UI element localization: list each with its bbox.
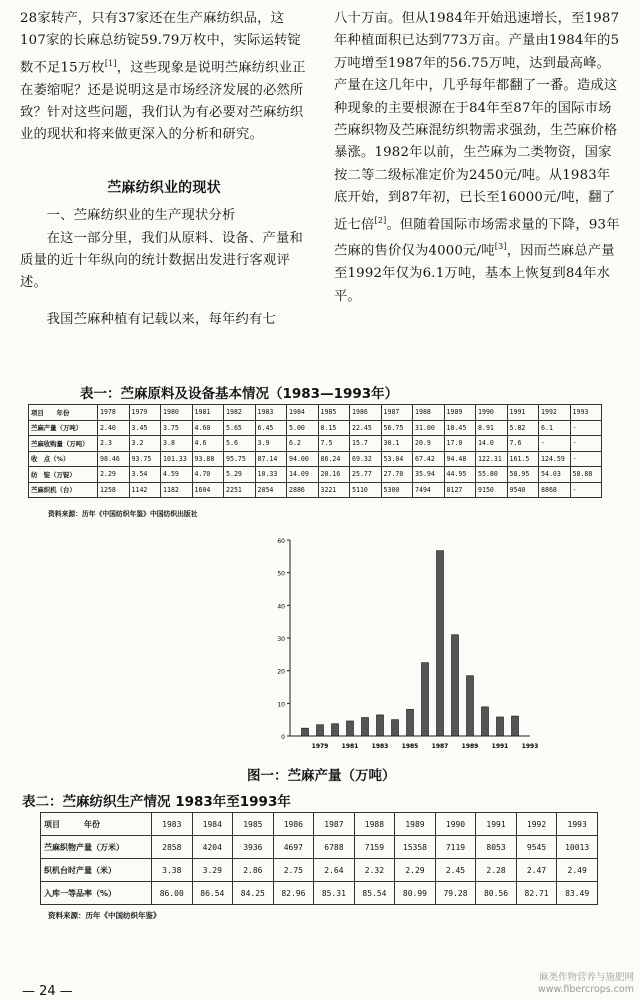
- t1-cell: 3.45: [129, 420, 161, 436]
- paragraph: [20, 8, 308, 147]
- watermark: [538, 972, 634, 996]
- t1-cell: 1979: [129, 405, 161, 421]
- t1-cell: 1983: [255, 405, 287, 421]
- t2-cell: 1983: [152, 813, 193, 836]
- t2-cell: 10013: [557, 836, 598, 859]
- t1-cell: 4.6: [192, 436, 224, 452]
- page-number: — 24 —: [22, 984, 73, 999]
- text: 28家转产，只有37家还在生产麻纺织品，这107家的长麻总纺锭59.79万枚中，实际运转锭数不足15万枚: [20, 11, 301, 76]
- bar: [392, 720, 399, 736]
- t1-cell: 9150: [476, 482, 508, 498]
- t2-cell: 1986: [273, 813, 314, 836]
- t2-row-label: 苎麻织物产量（万米）: [41, 836, 152, 859]
- t2-cell: 6788: [314, 836, 355, 859]
- y-tick-label: 20: [277, 668, 285, 676]
- bar: [452, 635, 459, 736]
- t1-cell: 95.75: [224, 451, 256, 467]
- t2-cell: 85.31: [314, 882, 355, 905]
- t1-cell: 8.15: [318, 420, 350, 436]
- t2-cell: 2.32: [354, 859, 395, 882]
- t1-cell: 1258: [98, 482, 130, 498]
- t2-cell: 2.86: [233, 859, 274, 882]
- t2-cell: 1985: [233, 813, 274, 836]
- bar: [422, 663, 429, 736]
- t1-cell: -: [570, 482, 602, 498]
- t1-cell: 1987: [381, 405, 413, 421]
- t1-cell: 1978: [98, 405, 130, 421]
- t2-cell: 1988: [354, 813, 395, 836]
- bar-chart: [250, 530, 540, 752]
- bar: [437, 551, 444, 736]
- t2-cell: 82.71: [516, 882, 557, 905]
- bar: [302, 728, 309, 736]
- text: ，这些现象是说明苎麻纺织业正在萎缩呢？还是说明这是市场经济发展的必然所致？针对这些问题，我们认为有必要对苎麻纺织业的现状和将来做更深入的分析和研究。: [20, 60, 306, 143]
- t1-cell: 4.60: [192, 420, 224, 436]
- t1-cell: 1984: [287, 405, 319, 421]
- x-tick-label: 1979: [311, 743, 329, 750]
- text: 。但随着国际市场需求量的下降，93年苎麻的售价仅为4000元/吨: [334, 217, 620, 259]
- t1-cell: 5.29: [224, 467, 256, 483]
- t1-cell: -: [539, 436, 571, 452]
- y-tick-label: 50: [277, 570, 285, 578]
- y-tick-label: 10: [277, 701, 285, 709]
- t1-cell: 8868: [539, 482, 571, 498]
- t1-cell: 20.16: [318, 467, 350, 483]
- table2-caption: 表二：苎麻纺织生产情况 1983年至1993年: [22, 794, 291, 810]
- t1-cell: 3221: [318, 482, 350, 498]
- t2-cell: 3936: [233, 836, 274, 859]
- bar: [377, 715, 384, 736]
- t2-cell: 15358: [395, 836, 436, 859]
- bar: [482, 707, 489, 736]
- t1-cell: 5.6: [224, 436, 256, 452]
- t1-cell: 5.82: [507, 420, 539, 436]
- bar: [467, 676, 474, 736]
- t2-cell: 80.99: [395, 882, 436, 905]
- t2-cell: 2.75: [273, 859, 314, 882]
- y-tick-label: 0: [281, 734, 285, 741]
- t2-row-label: 项目 年份: [41, 813, 152, 836]
- t1-cell: 2.29: [98, 467, 130, 483]
- t1-cell: 15.7: [350, 436, 382, 452]
- t2-cell: 82.96: [273, 882, 314, 905]
- t2-cell: 1987: [314, 813, 355, 836]
- t1-cell: 93.88: [192, 451, 224, 467]
- t1-cell: 58.95: [507, 467, 539, 483]
- t2-cell: 86.00: [152, 882, 193, 905]
- t2-cell: 1990: [435, 813, 476, 836]
- table1-source: 资料来源：历年《中国纺织年鉴》中国纺织出版社: [48, 510, 198, 518]
- section-title: 苎麻纺织业的现状: [107, 179, 221, 196]
- t1-cell: 1981: [192, 405, 224, 421]
- paragraph: 我国苎麻种植有记载以来，每年约有七: [46, 311, 277, 327]
- bar: [347, 721, 354, 736]
- bar: [512, 716, 519, 736]
- t2-cell: 2.64: [314, 859, 355, 882]
- t1-cell: 5110: [350, 482, 382, 498]
- t1-cell: 4.59: [161, 467, 193, 483]
- t1-cell: 86.24: [318, 451, 350, 467]
- paragraph: 在这一部分里，我们从原料、设备、产量和质量的近十年纵向的统计数据出发进行客观评述。: [20, 230, 304, 291]
- reference-mark: [2]: [374, 215, 387, 225]
- t1-cell: 3.8: [161, 436, 193, 452]
- t1-row-label: 苎麻产量（万吨）: [29, 420, 98, 436]
- t2-cell: 83.49: [557, 882, 598, 905]
- t1-cell: 54.03: [539, 467, 571, 483]
- t1-cell: -: [570, 451, 602, 467]
- t1-cell: 58.88: [570, 467, 602, 483]
- x-tick-label: 1983: [371, 743, 389, 750]
- t2-cell: 9545: [516, 836, 557, 859]
- t1-cell: 1182: [161, 482, 193, 498]
- t1-cell: 6.1: [539, 420, 571, 436]
- t1-cell: 161.5: [507, 451, 539, 467]
- reference-mark: [3]: [494, 242, 507, 252]
- t1-cell: 10.33: [255, 467, 287, 483]
- t1-cell: 87.14: [255, 451, 287, 467]
- t2-cell: 2.28: [476, 859, 517, 882]
- t1-cell: -: [570, 420, 602, 436]
- x-tick-label: 1985: [401, 743, 419, 750]
- t2-cell: 8053: [476, 836, 517, 859]
- t2-cell: 2.45: [435, 859, 476, 882]
- t2-row: [41, 882, 598, 905]
- t1-row: [29, 436, 602, 452]
- t1-cell: 53.04: [381, 451, 413, 467]
- t1-cell: 94.00: [287, 451, 319, 467]
- t1-cell: 56.75: [381, 420, 413, 436]
- t1-cell: 2854: [255, 482, 287, 498]
- t1-row: [29, 482, 602, 498]
- t1-cell: 1993: [570, 405, 602, 421]
- t2-cell: 3.29: [192, 859, 233, 882]
- watermark-line: www.fibercrops.com: [537, 984, 634, 995]
- t2-cell: 1993: [557, 813, 598, 836]
- x-tick-label: 1989: [461, 743, 479, 750]
- t2-cell: 2.47: [516, 859, 557, 882]
- t1-cell: 67.42: [413, 451, 445, 467]
- t2-cell: 86.54: [192, 882, 233, 905]
- chart-title: 图一：苎麻产量（万吨）: [247, 768, 396, 784]
- t1-row-label: 苎麻收购量（万吨）: [29, 436, 98, 452]
- t1-cell: 7.6: [507, 436, 539, 452]
- x-tick-label: 1993: [521, 743, 539, 750]
- reference-mark: [1]: [104, 58, 117, 68]
- t1-header-row: [29, 405, 602, 421]
- x-tick-label: 1987: [431, 743, 449, 750]
- t1-cell: 2.3: [98, 436, 130, 452]
- t1-cell: 2.40: [98, 420, 130, 436]
- t1-cell: 1142: [129, 482, 161, 498]
- watermark-line: 麻类作物营养与施肥网: [538, 972, 634, 983]
- t1-cell: 124.59: [539, 451, 571, 467]
- t1-cell: 1986: [350, 405, 382, 421]
- table2-source: 资料来源：历年《中国纺织年鉴》: [48, 911, 161, 920]
- bar: [332, 724, 339, 736]
- t1-cell: 93.75: [129, 451, 161, 467]
- t2-row: [41, 859, 598, 882]
- t1-cell: 1992: [539, 405, 571, 421]
- t1-cell: 6.45: [255, 420, 287, 436]
- left-text-column: [20, 8, 308, 331]
- t1-cell: 1991: [507, 405, 539, 421]
- t1-cell: 94.48: [444, 451, 476, 467]
- t1-row: [29, 420, 602, 436]
- t1-cell: 14.09: [287, 467, 319, 483]
- bar: [497, 717, 504, 736]
- paragraph: [334, 8, 622, 308]
- t1-cell: 14.0: [476, 436, 508, 452]
- t1-cell: 20.9: [413, 436, 445, 452]
- t1-cell: 30.1: [381, 436, 413, 452]
- t2-cell: 80.56: [476, 882, 517, 905]
- t1-cell: 31.00: [413, 420, 445, 436]
- t2-row: [41, 836, 598, 859]
- t1-cell: 18.45: [444, 420, 476, 436]
- t1-cell: 6.2: [287, 436, 319, 452]
- t1-cell: 2251: [224, 482, 256, 498]
- t1-cell: 8.91: [476, 420, 508, 436]
- t2-cell: 84.25: [233, 882, 274, 905]
- t1-row: [29, 451, 602, 467]
- t1-cell: 101.33: [161, 451, 193, 467]
- t1-cell: 1604: [192, 482, 224, 498]
- t1-row-label: 纺 锭（万锭）: [29, 467, 98, 483]
- table1: [28, 404, 602, 498]
- t1-cell: 3.2: [129, 436, 161, 452]
- t2-cell: 2858: [152, 836, 193, 859]
- t1-cell: 7.5: [318, 436, 350, 452]
- t1-cell: 17.0: [444, 436, 476, 452]
- t1-cell: 5.65: [224, 420, 256, 436]
- t1-cell: 1985: [318, 405, 350, 421]
- t1-row-label: 苎麻织机（台）: [29, 482, 98, 498]
- bar: [407, 709, 414, 736]
- bar: [317, 725, 324, 736]
- t2-row-label: 入库一等品率（%）: [41, 882, 152, 905]
- t1-cell: 2886: [287, 482, 319, 498]
- t1-cell: 3.9: [255, 436, 287, 452]
- t2-cell: 1991: [476, 813, 517, 836]
- t1-cell: 1980: [161, 405, 193, 421]
- t1-cell: -: [570, 436, 602, 452]
- t2-cell: 1989: [395, 813, 436, 836]
- t2-cell: 2.29: [395, 859, 436, 882]
- t2-cell: 79.28: [435, 882, 476, 905]
- t1-cell: 7494: [413, 482, 445, 498]
- t1-cell: 5.00: [287, 420, 319, 436]
- x-tick-label: 1981: [341, 743, 359, 750]
- t1-cell: 1989: [444, 405, 476, 421]
- t1-cell: 98.46: [98, 451, 130, 467]
- t2-cell: 4697: [273, 836, 314, 859]
- t2-cell: 3.38: [152, 859, 193, 882]
- t1-cell: 35.94: [413, 467, 445, 483]
- t1-cell: 3.75: [161, 420, 193, 436]
- t1-cell: 9540: [507, 482, 539, 498]
- t2-cell: 7119: [435, 836, 476, 859]
- t2-cell: 1984: [192, 813, 233, 836]
- x-tick-label: 1991: [491, 743, 509, 750]
- t2-header-row: [41, 813, 598, 836]
- t1-cell: 4.70: [192, 467, 224, 483]
- t1-cell: 44.95: [444, 467, 476, 483]
- t1-cell: 8127: [444, 482, 476, 498]
- t1-cell: 55.80: [476, 467, 508, 483]
- t1-cell: 25.77: [350, 467, 382, 483]
- t1-cell: 3.54: [129, 467, 161, 483]
- table2: [40, 812, 598, 905]
- t1-row: [29, 467, 602, 483]
- t1-row-label: 收 点（%）: [29, 451, 98, 467]
- bar: [362, 718, 369, 736]
- t2-cell: 7159: [354, 836, 395, 859]
- text: ，因而苎麻总产量至1992年仅为6.1万吨，基本上恢复到84年水平。: [334, 243, 615, 304]
- y-tick-label: 30: [277, 636, 285, 643]
- t1-cell: 5300: [381, 482, 413, 498]
- t1-cell: 22.45: [350, 420, 382, 436]
- t1-cell: 1988: [413, 405, 445, 421]
- t2-cell: 4204: [192, 836, 233, 859]
- text: 八十万亩。但从1984年开始迅速增长，至1987年种植面积已达到773万亩。产量由1984年的5万吨增至1987年的56.75万吨，达到最高峰。产量在这几年中，几乎每年都翻了一番。造成这种现象的主要根源在于84年至87年的国际市场苎麻织物及苎麻混纺织物需求强劲，生苎麻价格暴涨。1982年以前，生苎麻为二类物资，国家按二等二级标准定价为2450元/吨。从1983年底开始，到87年初，已长至16000元/吨，翻了近七倍: [334, 11, 620, 233]
- t1-cell: 122.31: [476, 451, 508, 467]
- y-tick-label: 40: [277, 603, 285, 611]
- t1-cell: 1990: [476, 405, 508, 421]
- t1-row-label: 项目 年份: [29, 405, 98, 421]
- t2-cell: 1992: [516, 813, 557, 836]
- t1-cell: 1982: [224, 405, 256, 421]
- t2-row-label: 织机台时产量（米）: [41, 859, 152, 882]
- t1-cell: 69.32: [350, 451, 382, 467]
- t1-cell: 27.70: [381, 467, 413, 483]
- subsection-title: 一、苎麻纺织业的生产现状分析: [46, 208, 236, 224]
- table1-caption: 表一：苎麻原料及设备基本情况（1983—1993年）: [80, 386, 399, 402]
- y-tick-label: 60: [277, 538, 285, 545]
- t2-cell: 2.49: [557, 859, 598, 882]
- right-text-column: [334, 8, 622, 308]
- t2-cell: 85.54: [354, 882, 395, 905]
